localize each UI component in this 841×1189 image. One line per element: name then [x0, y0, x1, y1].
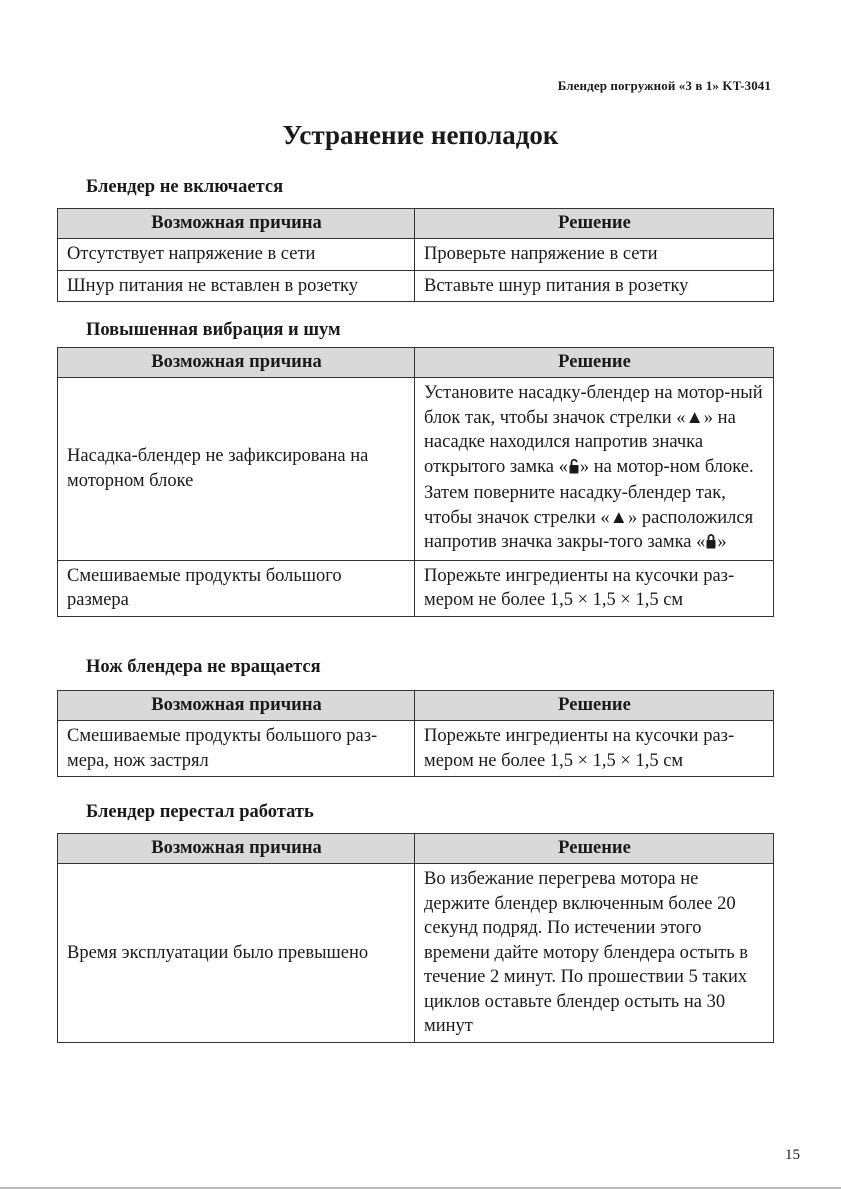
column-header-cause: Возможная причина: [58, 209, 415, 239]
solution-text-part: »: [717, 532, 727, 552]
solution-cell: Вставьте шнур питания в розетку: [415, 270, 774, 302]
cause-cell: Смешиваемые продукты большого раз-мера, нож застрял: [58, 721, 415, 777]
cause-cell: Смешиваемые продукты большого размера: [58, 560, 415, 616]
table-row: [58, 721, 774, 777]
solution-cell: Порежьте ингредиенты на кусочки раз-мером не более 1,5 × 1,5 × 1,5 см: [415, 721, 774, 777]
cause-cell: Время эксплуатации было превышено: [58, 864, 415, 1043]
column-header-solution: Решение: [415, 834, 774, 864]
cause-cell: Отсутствует напряжение в сети: [58, 239, 415, 271]
table-header-row: [58, 209, 774, 239]
open-lock-icon: [569, 457, 579, 482]
table-row: [58, 560, 774, 616]
solution-cell: [415, 378, 774, 561]
page-number: 15: [785, 1147, 800, 1163]
table-header-row: [58, 691, 774, 721]
column-header-cause: Возможная причина: [58, 691, 415, 721]
solution-text-part: Установите насадку-блендер на мотор-ный блок так, чтобы значок стрелки «▲» на насадке находился напротив значка открытого замка «: [424, 383, 763, 477]
column-header-solution: Решение: [415, 691, 774, 721]
table-row: [58, 864, 774, 1043]
section-heading-blade: Нож блендера не вращается: [86, 657, 321, 677]
section-heading-stopped: Блендер перестал работать: [86, 802, 314, 822]
table-row: [58, 378, 774, 561]
table-stopped: [57, 833, 774, 1043]
page-title: Устранение неполадок: [282, 120, 559, 150]
table-row: [58, 270, 774, 302]
section-heading-vibration: Повышенная вибрация и шум: [86, 320, 341, 340]
table-header-row: [58, 834, 774, 864]
solution-cell: Во избежание перегрева мотора не держите блендер включенным более 20 секунд подряд. По истечении этого времени дайте мотору блендера остыть в течение 2 минут. По прошествии 5 таких циклов оставьте блендер остыть на 30 минут: [415, 864, 774, 1043]
column-header-cause: Возможная причина: [58, 834, 415, 864]
closed-lock-icon: [706, 532, 716, 557]
solution-text-part: » на мотор-ном блоке. Затем поверните насадку-блендер так, чтобы значок стрелки «▲» расположился напротив значка закры-того замка «: [424, 456, 754, 552]
table-blade: [57, 690, 774, 777]
running-head: Блендер погружной «3 в 1» KT-3041: [557, 78, 771, 93]
column-header-solution: Решение: [415, 209, 774, 239]
cause-cell: Насадка-блендер не зафиксирована на моторном блоке: [58, 378, 415, 561]
column-header-cause: Возможная причина: [58, 348, 415, 378]
table-header-row: [58, 348, 774, 378]
column-header-solution: Решение: [415, 348, 774, 378]
solution-cell: Проверьте напряжение в сети: [415, 239, 774, 271]
table-vibration: [57, 347, 774, 617]
solution-cell: Порежьте ингредиенты на кусочки раз-мером не более 1,5 × 1,5 × 1,5 см: [415, 560, 774, 616]
section-heading-no-power: Блендер не включается: [86, 177, 284, 197]
table-row: [58, 239, 774, 271]
table-no-power: [57, 208, 774, 302]
cause-cell: Шнур питания не вставлен в розетку: [58, 270, 415, 302]
